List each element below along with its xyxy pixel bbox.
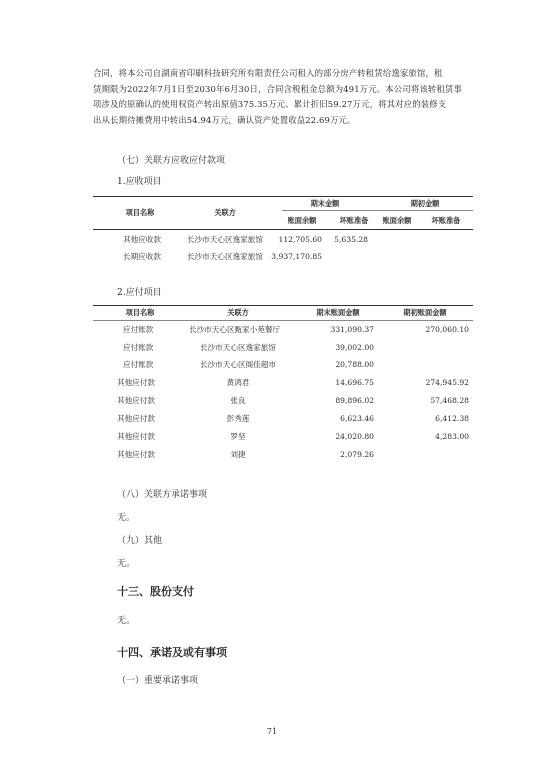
row-item: 其他应收款: [123, 235, 161, 244]
row-item: 其他应付款: [117, 396, 155, 405]
row-party: 张良: [230, 396, 246, 405]
row-item: 其他应付款: [117, 450, 155, 459]
row-beginning: 270,060.10: [425, 325, 469, 334]
row-party: 刘捷: [230, 450, 246, 459]
row-party: 长沙市天心区甄家小苑餐厅: [189, 325, 281, 334]
header-item: 项目名称: [125, 308, 155, 317]
row-party: 长沙市天心区逸家旅馆: [187, 235, 263, 244]
row-beginning: 4,283.00: [435, 432, 469, 441]
row-end-book: 112,705.60: [278, 235, 322, 244]
row-ending: 14,696.75: [335, 378, 374, 387]
table-top-rule: [93, 196, 473, 197]
table-top-rule: [93, 305, 473, 306]
header-bottom-rule: [93, 320, 473, 321]
row-end-bad: 5,635.28: [334, 235, 368, 244]
row-party: 长沙市天心区阁佳超市: [200, 360, 276, 369]
row-item: 应付账款: [123, 325, 154, 334]
section-7-title: （七）关联方应收应付款项: [117, 156, 226, 166]
section-13-title: 十三、股份支付: [117, 585, 194, 598]
header-end-book: 账面余额: [287, 216, 317, 225]
row-end-book: 3,937,170.85: [271, 252, 322, 261]
row-party: 罗坚: [230, 432, 246, 441]
paragraph-line: 合同，将本公司自湖南省印刷科技研究所有限责任公司租入的部分房产转租赁给逸家旅馆，租: [93, 68, 443, 78]
header-begin-book: 账面余额: [382, 216, 412, 225]
header-party: 关联方: [227, 308, 249, 317]
section-9-title: （九）其他: [117, 536, 163, 546]
header-item: 项目名称: [125, 208, 155, 217]
row-beginning: 274,945.92: [425, 378, 469, 387]
row-ending: 6,623.46: [340, 414, 374, 423]
row-party: 黄鸿君: [226, 378, 250, 387]
section-14-subtitle: （一）重要承诺事项: [117, 676, 199, 686]
intro-paragraph: [93, 66, 473, 128]
header-ending-group: 期末金额: [310, 199, 340, 208]
section-8-title: （八）关联方承诺事项: [117, 490, 208, 500]
section-14-title: 十四、承诺及或有事项: [117, 646, 227, 659]
page-number: 71: [266, 727, 278, 736]
header-beginning-group: 期初金额: [410, 199, 440, 208]
paragraph-line: 项涉及的原确认的使用权资产转出原值375.35万元、累计折旧59.27万元，将其对应的装修支: [93, 99, 447, 110]
header-ending: 期末账面金额: [316, 308, 360, 317]
row-party: 彭秀莲: [226, 414, 250, 423]
row-party: 长沙市天心区逸家旅馆: [187, 252, 263, 261]
row-item: 其他应付款: [117, 432, 155, 441]
row-item: 其他应付款: [117, 414, 155, 423]
row-item: 应付账款: [123, 343, 154, 352]
row-ending: 24,020.80: [335, 432, 374, 441]
header-end-bad: 坏账准备: [339, 216, 369, 225]
receivables-subtitle: 1.应收项目: [117, 177, 162, 187]
row-ending: 331,090.37: [330, 325, 374, 334]
payables-subtitle: 2.应付项目: [117, 288, 162, 298]
section-8-body: 无。: [117, 513, 136, 523]
row-item: 长期应收款: [123, 252, 161, 261]
row-party: 长沙市天心区逸家旅馆: [200, 343, 276, 352]
row-item: 其他应付款: [117, 378, 155, 387]
header-begin-bad: 坏账准备: [431, 216, 461, 225]
row-ending: 2,079.26: [340, 450, 374, 459]
row-item: 应付账款: [123, 360, 154, 369]
row-ending: 89,896.02: [335, 396, 374, 405]
header-bottom-rule: [93, 229, 473, 230]
row-beginning: 6,412.38: [435, 414, 469, 423]
header-beginning: 期初账面金额: [403, 308, 447, 317]
row-ending: 20,788.00: [335, 360, 374, 369]
header-mid-rule: [282, 210, 473, 211]
section-13-body: 无。: [117, 616, 136, 626]
paragraph-line: 赁期限为2022年7月1日至2030年6月30日，合同含税租金总额为491万元。本公司将该转租赁事: [93, 83, 462, 94]
section-9-body: 无。: [117, 559, 136, 569]
paragraph-line: 出从长期待摊费用中转出54.94万元，确认资产处置收益22.69万元。: [93, 114, 356, 125]
row-beginning: 57,468.28: [430, 396, 469, 405]
row-ending: 39,002.00: [335, 343, 374, 352]
header-party: 关联方: [214, 208, 236, 217]
